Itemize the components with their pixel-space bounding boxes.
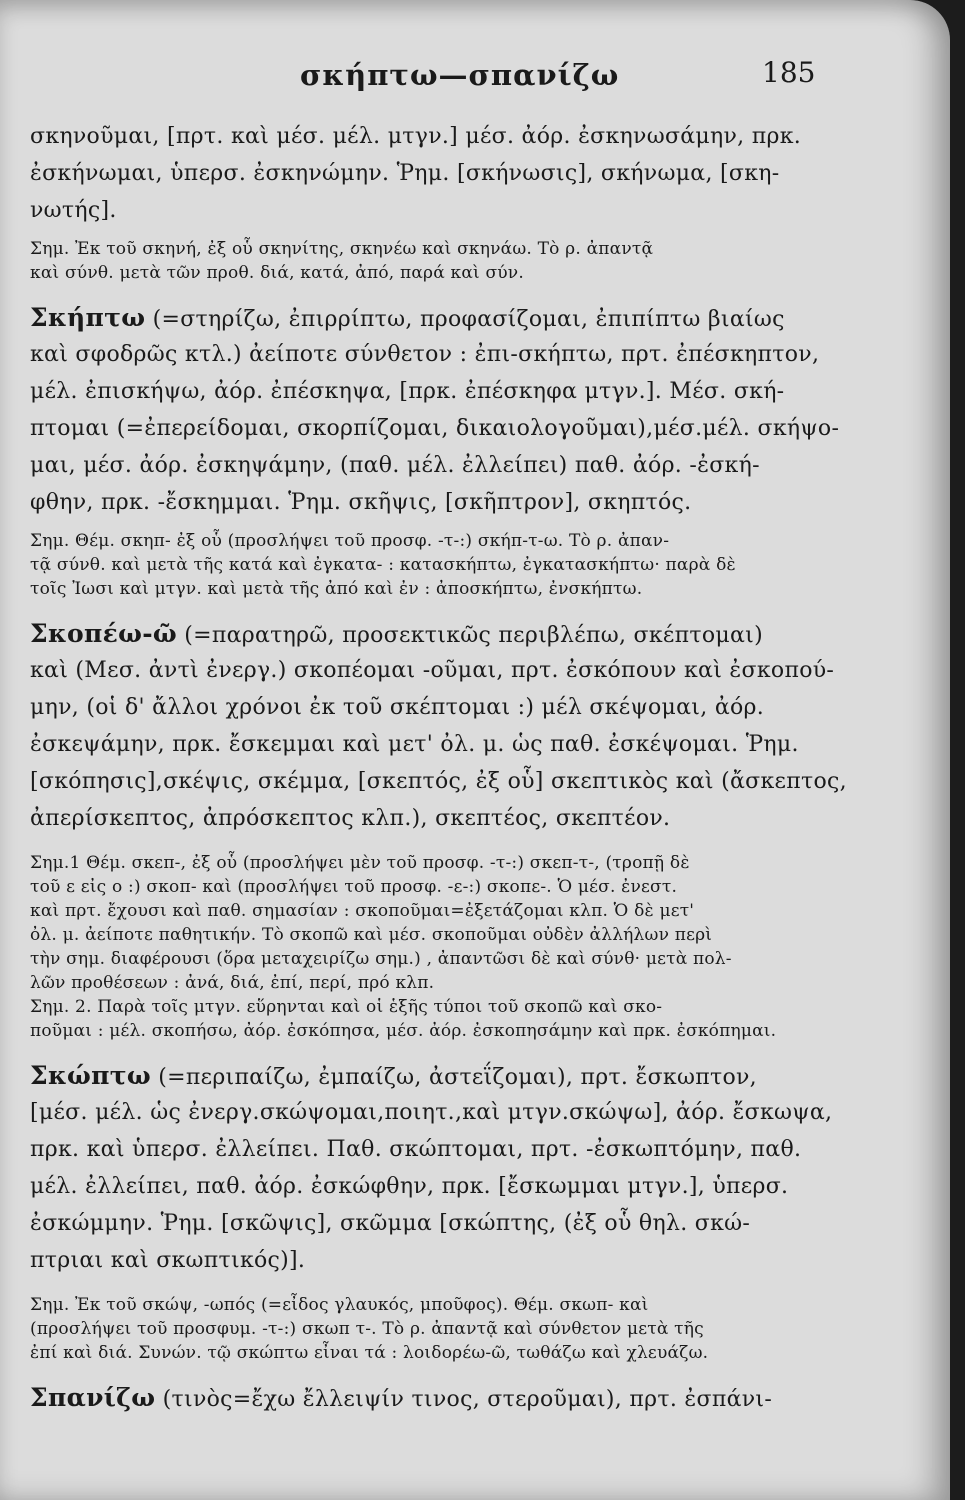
note-line: Σημ. Θέμ. σκηπ- ἐξ οὗ (προσλήψει τοῦ προσφ. -τ-:) σκήπ-τ-ω. Τὸ ρ. ἀπαν- xyxy=(30,531,670,551)
text-line: ἀπερίσκεπτος, ἀπρόσκεπτος κλπ.), σκεπτέος, σκεπτέον. xyxy=(30,806,671,831)
text-line: καὶ (Μεσ. ἀντὶ ἐνεργ.) σκοπέομαι -οῦμαι, πρτ. ἐσκόπουν καὶ ἐσκοπού- xyxy=(30,658,835,683)
note-line: Σημ. Ἐκ τοῦ σκώψ, -ωπός (=εἶδος γλαυκός, μποῦφος). Θέμ. σκωπ- καὶ xyxy=(30,1295,649,1315)
text-line: σκηνοῦμαι, [πρτ. καὶ μέσ. μέλ. μτγν.] μέσ. ἀόρ. ἐσκηνωσάμην, πρκ. xyxy=(30,124,802,149)
text-line: μέλ. ἐλλείπει, παθ. ἀόρ. ἐσκώφθην, πρκ. [ἔσκωμμαι μτγν.], ὑπερσ. xyxy=(30,1174,789,1199)
text-line: φθην, πρκ. -ἔσκημμαι. Ῥημ. σκῆψις, [σκῆπτρον], σκηπτός. xyxy=(30,490,692,515)
dictionary-text xyxy=(30,118,870,1416)
text-line: μαι, μέσ. ἀόρ. ἐσκηψάμην, (παθ. μέλ. ἐλλείπει) παθ. ἀόρ. -ἐσκή- xyxy=(30,453,760,478)
note-line: τᾷ σύνθ. καὶ μετὰ τῆς κατά καὶ ἐγκατα- : κατασκήπτω, ἐγκατασκήπτω· παρὰ δὲ xyxy=(30,555,736,575)
note-line: καὶ σύνθ. μετὰ τῶν προθ. διά, κατά, ἀπό, παρά καὶ σύν. xyxy=(30,263,524,283)
entry-text: (τινὸς=ἔχω ἔλλειψίν τινος, στεροῦμαι), πρτ. ἐσπάνι- xyxy=(155,1387,773,1412)
text-line: πτομαι (=ἐπερείδομαι, σκορπίζομαι, δικαιολογοῦμαι),μέσ.μέλ. σκήψο- xyxy=(30,416,840,441)
entry-text: (=περιπαίζω, ἐμπαίζω, ἀστεΐζομαι), πρτ. ἔσκωπτον, xyxy=(150,1065,757,1090)
note-line: τὴν σημ. διαφέρουσι (ὅρα μεταχειρίζω σημ.) , ἀπαντῶσι δὲ καὶ σύνθ· μετὰ πολ- xyxy=(30,949,732,969)
headword: Σκήπτω xyxy=(30,303,146,332)
entry-first-line xyxy=(30,1379,870,1416)
headword: Σκώπτω xyxy=(30,1061,151,1090)
text-line: νωτής]. xyxy=(30,198,117,223)
note-line: Σημ.1 Θέμ. σκεπ-, ἐξ οὗ (προσλήψει μὲν τοῦ προσφ. -τ-:) σκεπ-τ-, (τροπῇ δὲ xyxy=(30,853,690,873)
note-line: καὶ πρτ. ἔχουσι καὶ παθ. σημασίαν : σκοποῦμαι=ἐξετάζομαι κλπ. Ὁ δὲ μετ' xyxy=(30,901,695,921)
headword: Σκοπέω-ῶ xyxy=(30,619,177,648)
note-line: ὀλ. μ. ἀείποτε παθητικήν. Τὸ σκοπῶ καὶ μέσ. σκοποῦμαι οὐδὲν ἀλλήλων περὶ xyxy=(30,925,713,945)
text-line: πρκ. καὶ ὑπερσ. ἐλλείπει. Παθ. σκώπτομαι, πρτ. -ἐσκωπτόμην, παθ. xyxy=(30,1137,802,1162)
note-line: (προσλήψει τοῦ προσφυμ. -τ-:) σκωπ τ-. Τὸ ρ. ἀπαντᾷ καὶ σύνθετον μετὰ τῆς xyxy=(30,1319,704,1339)
entry-first-line xyxy=(30,615,870,652)
text-line: ἐσκήνωμαι, ὑπερσ. ἐσκηνώμην. Ῥημ. [σκήνωσις], σκήνωμα, [σκη- xyxy=(30,161,780,186)
page-header xyxy=(0,52,950,92)
text-line: πτριαι καὶ σκωπτικός)]. xyxy=(30,1248,306,1273)
text-line: μέλ. ἐπισκήψω, ἀόρ. ἐπέσκηψα, [πρκ. ἐπέσκηφα μτγν.]. Μέσ. σκή- xyxy=(30,379,785,404)
entry-first-line xyxy=(30,299,870,336)
note-line: λῶν προθέσεων : ἀνά, διά, ἐπί, περί, πρό κλπ. xyxy=(30,973,435,993)
text-line: ἐσκεψάμην, πρκ. ἔσκεμμαι καὶ μετ' ὀλ. μ. ὡς παθ. ἐσκέψομαι. Ῥημ. xyxy=(30,732,799,757)
text-line: [σκόπησις],σκέψις, σκέμμα, [σκεπτός, ἐξ οὗ] σκεπτικὸς καὶ (ἄσκεπτος, xyxy=(30,769,847,794)
note-line: τοῖς Ἰωσι καὶ μτγν. καὶ μετὰ τῆς ἀπό καὶ ἐν : ἀποσκήπτω, ἐνσκήπτω. xyxy=(30,579,643,599)
note-line: ἐπί καὶ διά. Συνών. τῷ σκώπτω εἶναι τά : λοιδορέω-ῶ, τωθάζω καὶ χλευάζω. xyxy=(30,1343,709,1363)
running-title: σκήπτω—σπανίζω xyxy=(300,58,620,92)
headword: Σπανίζω xyxy=(30,1383,156,1412)
note-line: τοῦ ε εἰς ο :) σκοπ- καὶ (προσλήψει τοῦ προσφ. -ε-:) σκοπε-. Ὁ μέσ. ἐνεστ. xyxy=(30,877,678,897)
text-line: ἐσκώμμην. Ῥημ. [σκῶψις], σκῶμμα [σκώπτης, (ἐξ οὗ θηλ. σκώ- xyxy=(30,1211,751,1236)
note-line: Σημ. Ἐκ τοῦ σκηνή, ἐξ οὗ σκηνίτης, σκηνέω καὶ σκηνάω. Τὸ ρ. ἀπαντᾷ xyxy=(30,239,654,259)
text-line: μην, (οἱ δ' ἄλλοι χρόνοι ἐκ τοῦ σκέπτομαι :) μέλ σκέψομαι, ἀόρ. xyxy=(30,695,765,720)
text-line: [μέσ. μέλ. ὡς ἐνεργ.σκώψομαι,ποιητ.,καὶ μτγν.σκώψω], ἀόρ. ἔσκωψα, xyxy=(30,1100,833,1125)
page-number: 185 xyxy=(762,56,816,89)
note-line: ποῦμαι : μέλ. σκοπήσω, ἀόρ. ἐσκόπησα, μέσ. ἀόρ. ἐσκοπησάμην καὶ πρκ. ἐσκόπημαι. xyxy=(30,1021,777,1041)
note-line: Σημ. 2. Παρὰ τοῖς μτγν. εὕρηνται καὶ οἱ ἑξῆς τύποι τοῦ σκοπῶ καὶ σκο- xyxy=(30,997,663,1017)
entry-text: (=στηρίζω, ἐπιρρίπτω, προφασίζομαι, ἐπιπίπτω βιαίως xyxy=(145,307,785,332)
entry-first-line xyxy=(30,1057,870,1094)
text-line: καὶ σφοδρῶς κτλ.) ἀείποτε σύνθετον : ἐπι-σκήπτω, πρτ. ἐπέσκηπτον, xyxy=(30,342,820,367)
entry-text: (=παρατηρῶ, προσεκτικῶς περιβλέπω, σκέπτομαι) xyxy=(176,623,763,648)
